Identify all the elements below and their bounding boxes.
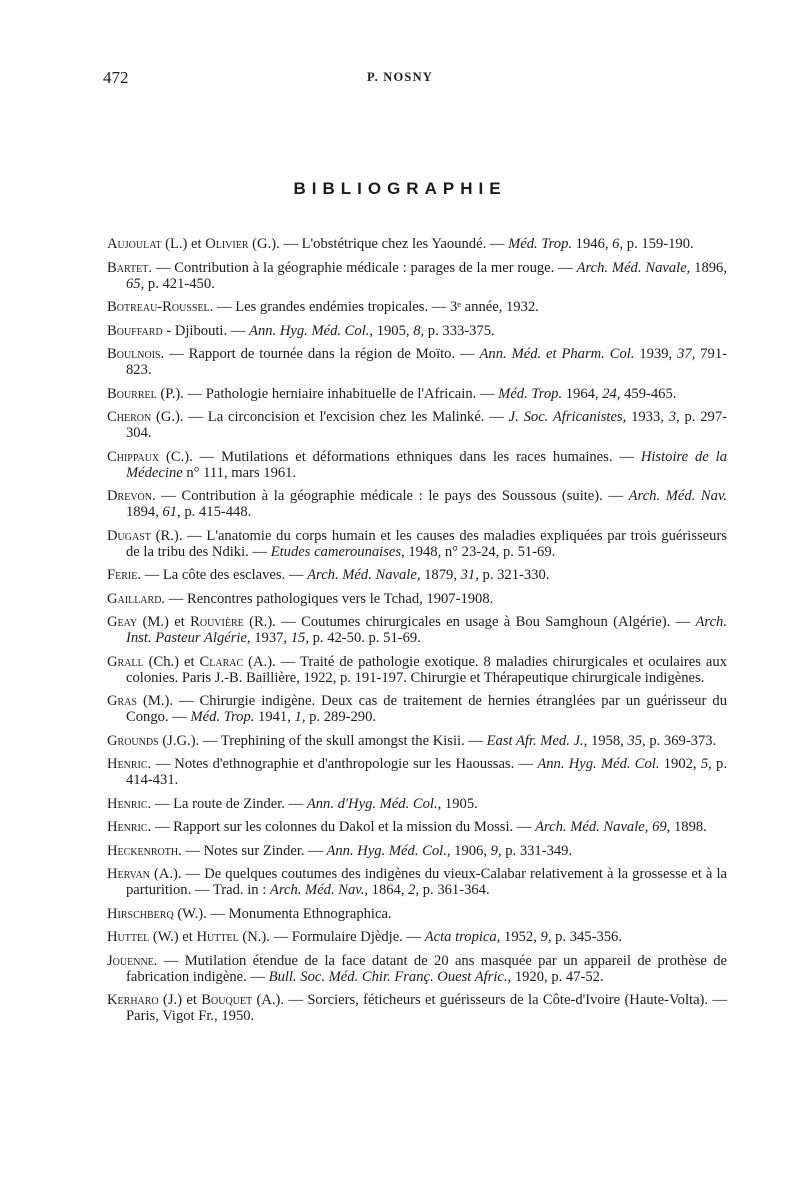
entry-text: p. 361-364.: [419, 882, 490, 898]
entry-text: p. 369-373.: [645, 732, 717, 749]
entry-text: 1946,: [572, 236, 613, 252]
author-name: Geay: [107, 614, 138, 630]
author-name: Botreau-Roussel.: [107, 299, 214, 315]
entry-text: 1906,: [450, 842, 491, 859]
author-name: Drevon.: [107, 488, 156, 504]
journal-title: 37,: [677, 346, 696, 362]
journal-title: 5,: [700, 756, 712, 772]
bibliography-entry: [107, 488, 727, 520]
entry-text: — Rapport de tournée dans la région de Moïto. —: [164, 346, 480, 362]
entry-text: (J.G.). — Trephining of the skull amongst the Kisii. —: [158, 732, 487, 749]
bibliography-list: [107, 236, 727, 1032]
entry-text: 459-465.: [620, 385, 677, 402]
journal-title: 3,: [668, 409, 680, 425]
entry-text: p. 159-190.: [623, 236, 694, 252]
journal-title: Méd. Trop.: [498, 385, 563, 402]
entry-text: — La côte des esclaves. —: [140, 567, 308, 583]
entry-text: (L.) et: [161, 236, 206, 252]
author-name: Kerharo: [107, 992, 159, 1008]
bibliography-entry: [107, 567, 727, 583]
entry-text: 1920, p. 47-52.: [511, 968, 604, 985]
journal-title: Ann. Méd. et Pharm. Col.: [479, 346, 635, 362]
bibliography-entry: [107, 386, 727, 402]
journal-title: Acta tropica,: [424, 929, 501, 945]
author-name: Hirschberq: [107, 905, 174, 922]
bibliography-entry: [107, 866, 727, 898]
author-name: Henric.: [107, 795, 152, 812]
entry-text: 791-823.: [126, 346, 727, 378]
journal-title: 1,: [294, 709, 306, 725]
bibliography-entry: [107, 654, 727, 686]
entry-text: 1948, n° 23-24, p. 51-69.: [404, 543, 556, 560]
author-name: Boulnois.: [107, 346, 165, 362]
bibliography-entry: [107, 733, 727, 749]
entry-text: (M.). — Chirurgie indigène. Deux cas de traitement de hernies étranglées par un guérisseur du Congo. —: [126, 693, 727, 725]
bibliography-entry: [107, 236, 727, 252]
author-name: Huttel: [196, 929, 239, 945]
entry-text: 1964,: [562, 385, 603, 402]
entry-text: (A.). — Traité de pathologie exotique. 8 maladies chirurgicales et oculaires aux colonies. Paris J.-B. Baillière, 1922, p. 191-197. Chirurgie et Thérapeutique chirurgicale indigènes.: [126, 653, 727, 686]
entry-text: (G.). — La circoncision et l'excision chez les Malinké. —: [151, 409, 509, 425]
author-name: Cheron: [107, 409, 152, 425]
journal-title: 61,: [162, 504, 181, 520]
journal-title: 8,: [413, 322, 425, 339]
entry-text: — Notes sur Zinder. —: [181, 842, 327, 859]
bibliography-entry: [107, 953, 727, 985]
author-name: Jouenne.: [107, 952, 158, 969]
journal-title: 6,: [612, 236, 624, 252]
bibliography-entry: [107, 591, 727, 607]
author-name: Olivier: [205, 236, 249, 252]
entry-text: — La route de Zinder. —: [151, 795, 307, 812]
entry-text: 1902,: [659, 756, 701, 772]
bibliography-entry: [107, 819, 727, 835]
author-name: Chippaux: [107, 448, 160, 465]
journal-title: 15,: [290, 630, 309, 646]
bibliography-entry: [107, 614, 727, 646]
entry-text: (R.). — L'anatomie du corps humain et les causes des maladies expliquées par trois guérisseurs de la tribu des Ndiki. —: [126, 527, 727, 560]
author-name: Rouvière: [190, 614, 244, 630]
entry-text: - Djibouti. —: [162, 322, 250, 339]
author-name: Heckenroth.: [107, 842, 182, 859]
entry-text: — Rapport sur les colonnes du Dakol et la mission du Mossi. —: [151, 819, 536, 835]
bibliography-entry: [107, 528, 727, 560]
entry-text: 1864,: [368, 882, 409, 898]
journal-title: Arch. Méd. Nav.,: [269, 882, 368, 898]
bibliography-entry: [107, 992, 727, 1024]
bibliography-entry: [107, 323, 727, 339]
entry-text: 1905.: [441, 795, 478, 812]
author-name: Henric.: [107, 819, 152, 835]
bibliography-entry: [107, 693, 727, 725]
journal-title: 69,: [652, 819, 671, 835]
bibliography-entry: [107, 449, 727, 481]
entry-text: (J.) et: [158, 992, 202, 1008]
journal-title: Histoire de la Médecine: [126, 448, 727, 481]
running-head: P. NOSNY: [366, 70, 434, 84]
entry-text: p. 289-290.: [305, 709, 377, 725]
bibliography-entry: [107, 906, 727, 922]
entry-text: (Ch.) et: [143, 653, 200, 670]
entry-text: 1939,: [634, 346, 678, 362]
entry-text: (C.). — Mutilations et déformations ethniques dans les races humaines. —: [159, 448, 641, 465]
journal-title: Arch. Méd. Nav.: [628, 488, 727, 504]
journal-title: Ann. Hyg. Méd. Col.,: [326, 842, 451, 859]
author-name: Dugast: [107, 527, 151, 544]
author-name: Gras: [107, 693, 137, 709]
author-name: Grounds: [107, 732, 159, 749]
entry-text: (W.) et: [149, 929, 197, 945]
journal-title: Ann. Hyg. Méd. Col.,: [249, 322, 374, 339]
entry-text: 1879,: [420, 567, 461, 583]
journal-title: Arch. Inst. Pasteur Algérie,: [126, 614, 727, 646]
journal-title: 35,: [627, 732, 646, 749]
entry-text: — Rencontres pathologiques vers le Tchad, 1907-1908.: [165, 590, 494, 607]
journal-title: East Afr. Med. J.,: [486, 732, 588, 749]
entry-text: 1896,: [690, 259, 728, 276]
entry-text: p. 345-356.: [551, 929, 623, 945]
bibliography-entry: [107, 929, 727, 945]
entry-text: p. 321-330.: [478, 567, 550, 583]
bibliography-entry: [107, 260, 727, 292]
entry-text: — Contribution à la géographie médicale : parages de la mer rouge. —: [152, 259, 577, 276]
bibliography-entry: [107, 299, 727, 315]
entry-text: 1905,: [373, 322, 414, 339]
entry-text: 1941,: [254, 709, 295, 725]
author-name: Ferie.: [107, 567, 141, 583]
entry-text: p. 421-450.: [144, 275, 215, 292]
entry-text: n° 111, mars 1961.: [182, 464, 297, 481]
journal-title: Ann. d'Hyg. Méd. Col.,: [306, 795, 442, 812]
journal-title: Ann. Hyg. Méd. Col.: [537, 756, 660, 772]
author-name: Gaillard.: [107, 590, 166, 607]
author-name: Clarac: [199, 653, 244, 670]
entry-text: p. 333-375.: [424, 322, 495, 339]
entry-text: 1952,: [500, 929, 541, 945]
author-name: Bouffard: [107, 322, 163, 339]
entry-text: p. 42-50. p. 51-69.: [308, 630, 421, 646]
entry-text: (P.). — Pathologie herniaire inhabituelle de l'Africain. —: [156, 385, 499, 402]
entry-text: — Notes d'ethnographie et d'anthropologie sur les Haoussas. —: [151, 756, 538, 772]
author-name: Bourrel: [107, 385, 157, 402]
entry-text: (M.) et: [137, 614, 191, 630]
journal-title: Arch. Méd. Navale,: [307, 567, 421, 583]
journal-title: Arch. Méd. Navale,: [535, 819, 649, 835]
page-number: 472: [103, 68, 129, 87]
author-name: Hervan: [107, 866, 150, 882]
entry-text: (N.). — Formulaire Djèdje. —: [238, 929, 425, 945]
journal-title: Méd. Trop.: [508, 236, 573, 252]
author-name: Aujoulat: [107, 236, 162, 252]
journal-title: 24,: [602, 385, 621, 402]
entry-text: (R.). — Coutumes chirurgicales en usage à Bou Samghoun (Algérie). —: [243, 614, 696, 630]
bibliography-entry: [107, 346, 727, 378]
journal-title: Méd. Trop.: [190, 709, 255, 725]
entry-text: — Les grandes endémies tropicales. — 3ᵉ année, 1932.: [213, 299, 539, 315]
entry-text: (G.). — L'obstétrique chez les Yaoundé. —: [248, 236, 509, 252]
entry-text: 1937,: [250, 630, 291, 646]
entry-text: (A.). — De quelques coutumes des indigènes du vieux-Calabar relativement à la grossesse et à la parturition. — Trad. in :: [126, 866, 727, 898]
entry-text: 1958,: [587, 732, 628, 749]
entry-text: 1898.: [670, 819, 707, 835]
entry-text: p. 414-431.: [126, 756, 727, 788]
journal-title: 65,: [126, 275, 145, 292]
entry-text: — Mutilation étendue de la face datant de 20 ans masquée par un appareil de prothèse de fabrication indigène. —: [126, 952, 727, 985]
entry-text: (W.). — Monumenta Ethnographica.: [173, 905, 392, 922]
journal-title: 9,: [540, 929, 552, 945]
entry-text: p. 297-304.: [126, 409, 727, 441]
journal-title: 2,: [408, 882, 420, 898]
bibliography-entry: [107, 409, 727, 441]
bibliography-entry: [107, 843, 727, 859]
entry-text: p. 415-448.: [180, 504, 252, 520]
entry-text: (A.). — Sorciers, féticheurs et guérisseurs de la Côte-d'Ivoire (Haute-Volta). — Paris, Vigot Fr., 1950.: [126, 992, 727, 1024]
journal-title: Bull. Soc. Méd. Chir. Franç. Ouest Afric.,: [268, 968, 512, 985]
author-name: Huttel: [107, 929, 150, 945]
bibliography-entry: [107, 756, 727, 788]
author-name: Henric.: [107, 756, 152, 772]
entry-text: 1894,: [126, 504, 163, 520]
journal-title: 9,: [490, 842, 502, 859]
journal-title: Arch. Méd. Navale,: [576, 259, 691, 276]
journal-title: J. Soc. Africanistes,: [508, 409, 627, 425]
entry-text: p. 331-349.: [501, 842, 573, 859]
author-name: Grall: [107, 653, 144, 670]
author-name: Bartet.: [107, 259, 152, 276]
journal-title: 31,: [460, 567, 479, 583]
author-name: Bouquet: [201, 992, 253, 1008]
bibliography-entry: [107, 796, 727, 812]
entry-text: 1933,: [626, 409, 669, 425]
entry-text: — Contribution à la géographie médicale : le pays des Soussous (suite). —: [155, 488, 629, 504]
journal-title: Etudes camerounaises,: [270, 543, 405, 560]
section-title: BIBLIOGRAPHIE: [293, 179, 507, 198]
